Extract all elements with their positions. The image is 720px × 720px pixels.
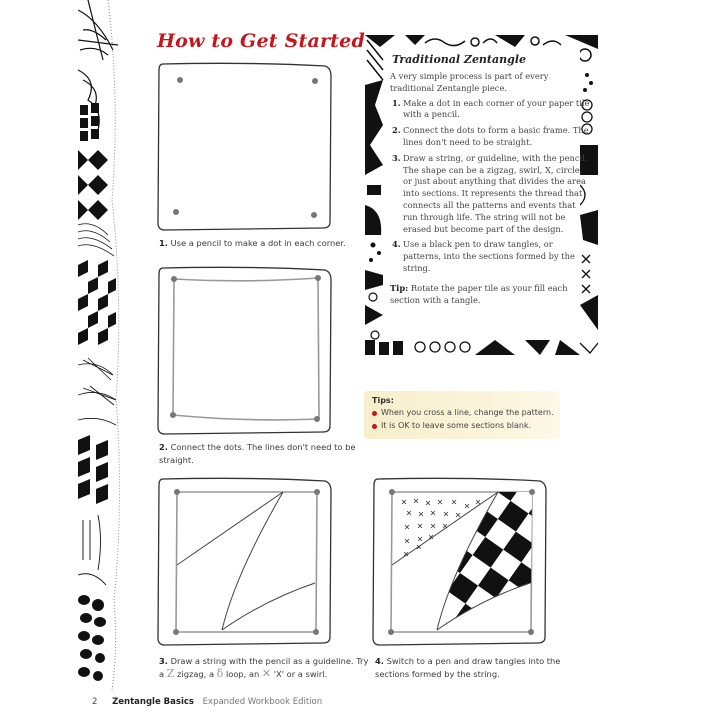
zbox-steps-list bbox=[390, 98, 590, 275]
zigzag-glyph-icon: Z bbox=[166, 666, 175, 680]
x-glyph-icon: ✕ bbox=[261, 666, 272, 680]
zbox-step: 2. Connect the dots to form a basic frame. The lines don't need to be straight. bbox=[392, 125, 589, 147]
tile-step-2 bbox=[155, 264, 333, 436]
page-footer bbox=[92, 697, 322, 707]
step-4-caption: 4. Switch to a pen and draw tangles into the sections formed by the string. bbox=[375, 656, 561, 679]
step-1-caption: 1. Use a pencil to make a dot in each corner. bbox=[159, 238, 346, 248]
zbox-step: 3. Draw a string, or guideline, with the pencil. The shape can be a zigzag, swirl, X, circle, or just about anything that divides the area into sections. It represents the thread that connects all the patterns and events that run through life. The string will not be erased but become part of the design. bbox=[392, 152, 588, 234]
zbox-intro: A very simple process is part of every traditional Zentangle piece. bbox=[390, 71, 549, 93]
step-3-caption: 3. Draw a string with the pencil as a guideline. Try a Z zigzag, a δ loop, an ✕ 'X' or a swirl. bbox=[159, 656, 369, 680]
tile-tangles-illustration bbox=[370, 475, 548, 647]
loop-glyph-icon: δ bbox=[216, 666, 224, 680]
zbox-title: Traditional Zentangle bbox=[392, 53, 527, 66]
tips-callout bbox=[364, 391, 560, 439]
tile-string-illustration bbox=[155, 475, 333, 647]
tips-item: It is OK to leave some sections blank. bbox=[372, 420, 554, 433]
book-edition: Expanded Workbook Edition bbox=[202, 697, 323, 707]
tips-title: Tips: bbox=[372, 396, 394, 405]
tips-list bbox=[372, 407, 554, 432]
step-2-caption: 2. Connect the dots. The lines don't need to be straight. bbox=[159, 442, 356, 465]
page-title: How to Get Started bbox=[157, 30, 365, 52]
book-title: Zentangle Basics bbox=[112, 697, 194, 707]
tile-step-1 bbox=[155, 60, 333, 232]
zbox-body bbox=[390, 71, 590, 309]
zbox-tip: Tip: Rotate the paper tile as your fill each section with a tangle. bbox=[390, 282, 568, 305]
zbox-step: 4. Use a black pen to draw tangles, or patterns, into the sections formed by the string. bbox=[392, 239, 575, 273]
tile-dots-illustration bbox=[155, 60, 333, 232]
tile-step-4 bbox=[370, 475, 548, 647]
strip-fade bbox=[118, 0, 154, 690]
bullet-icon bbox=[372, 411, 377, 416]
tips-item: When you cross a line, change the pattern. bbox=[372, 407, 554, 420]
bullet-icon bbox=[372, 424, 377, 429]
zbox-step: 1. Make a dot in each corner of your paper tile with a pencil. bbox=[392, 97, 590, 120]
tile-frame-illustration bbox=[155, 264, 333, 436]
page-number: 2 bbox=[92, 697, 98, 707]
tile-step-3 bbox=[155, 475, 333, 647]
